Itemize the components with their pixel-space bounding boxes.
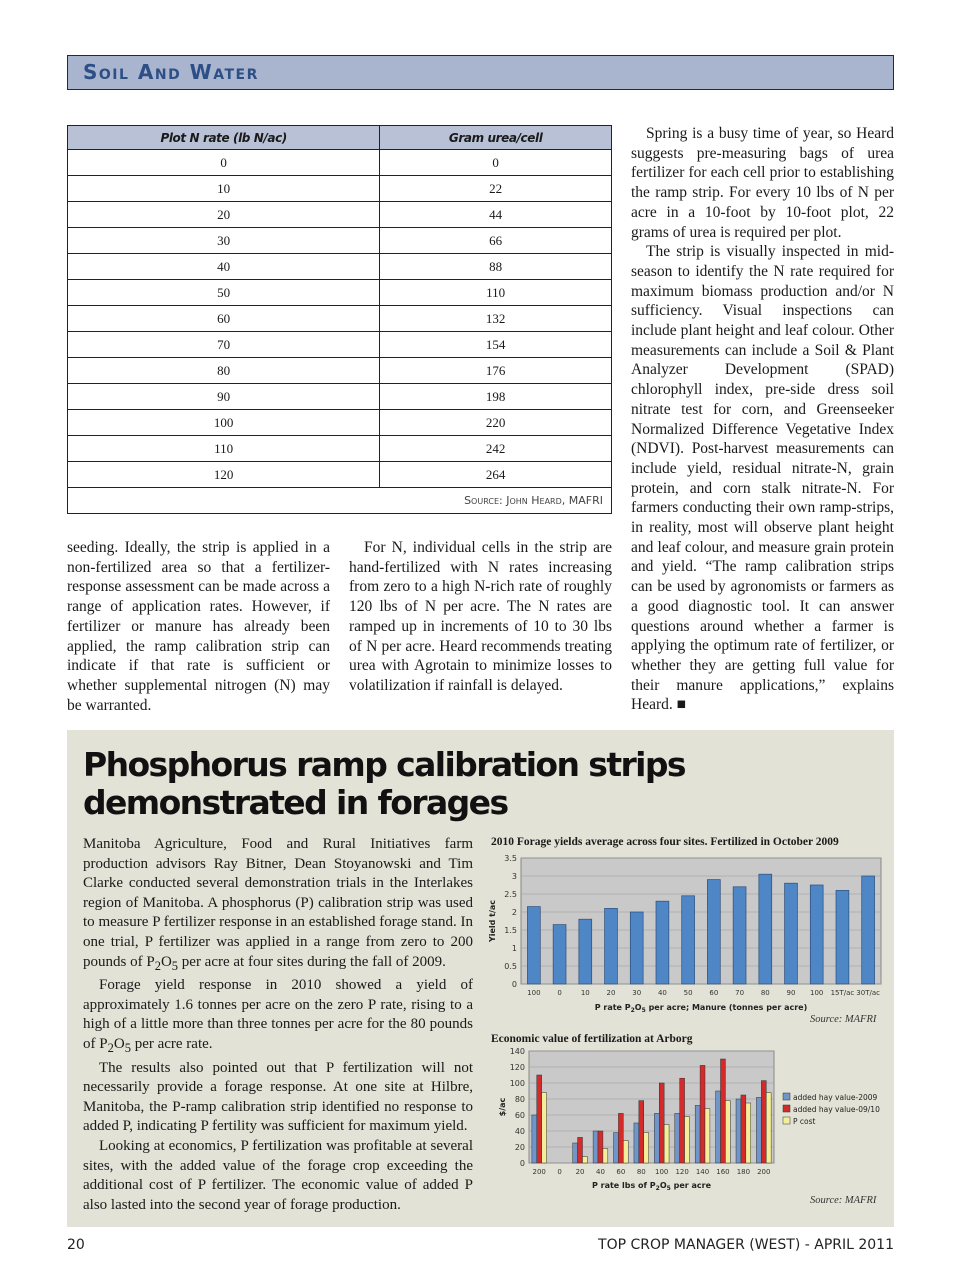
chart2-bar <box>766 1093 771 1163</box>
cell-gram-urea: 154 <box>380 332 612 358</box>
economic-value-chart <box>487 1045 887 1195</box>
article-column-2 <box>349 538 612 696</box>
chart2-x-tick-label: 0 <box>557 1168 562 1176</box>
chart2-title: Economic value of fertilization at Arborg <box>491 1033 693 1045</box>
chart2-bar <box>756 1097 761 1163</box>
chart2-bar <box>582 1157 587 1163</box>
table-row <box>68 410 612 436</box>
chart1-source: Source: MAFRI <box>810 1014 877 1025</box>
cell-gram-urea: 198 <box>380 384 612 410</box>
chart2-legend-label: added hay value-2009 <box>793 1093 878 1102</box>
chart1-bar <box>759 874 772 984</box>
chart2-y-tick-label: 20 <box>514 1143 525 1152</box>
chart2-bar <box>680 1078 685 1163</box>
chart2-bar <box>721 1059 726 1163</box>
chart1-plot-area <box>521 858 881 984</box>
cell-n-rate: 120 <box>68 462 380 488</box>
chart1-title: 2010 Forage yields average across four sites. Fertilized in October 2009 <box>491 836 839 848</box>
chart2-legend-label: P cost <box>793 1117 816 1126</box>
chart2-bar <box>542 1093 547 1163</box>
chart2-x-axis-label: P rate lbs of $P_2O_5$ per acre <box>591 1181 712 1192</box>
chart2-bar <box>603 1149 608 1163</box>
cell-n-rate: 30 <box>68 228 380 254</box>
table-row <box>68 306 612 332</box>
chart2-x-tick-label: 180 <box>736 1168 751 1176</box>
chart2-y-tick-label: 100 <box>509 1079 525 1088</box>
sidebar-paragraph: Forage yield response in 2010 showed a yield of approximately 1.6 tonnes per acre on the zero P rate, rising to a high of a little more than three tonnes per acre for the 80 pounds of $P_2O_5$ per acre rate. <box>83 977 473 1055</box>
header-gram-urea: Gram urea/cell <box>380 126 612 150</box>
chart2-legend-label: added hay value-09/10 <box>793 1105 880 1114</box>
chart1-y-tick-label: 0.5 <box>504 962 517 971</box>
chart2-x-tick-label: 120 <box>675 1168 689 1176</box>
chart1-y-tick-label: 2 <box>511 908 517 917</box>
chart2-bar <box>700 1065 705 1163</box>
table-source: Source: John Heard, MAFRI <box>68 488 612 514</box>
chart2-bar <box>537 1075 542 1163</box>
chart2-bar <box>761 1081 766 1163</box>
cell-gram-urea: 110 <box>380 280 612 306</box>
section-header <box>67 55 894 90</box>
chart1-y-tick-label: 0 <box>511 980 517 989</box>
chart2-bar <box>598 1131 603 1163</box>
chart2-x-tick-label: 200 <box>532 1168 546 1176</box>
chart2-bar <box>623 1141 628 1163</box>
cell-gram-urea: 22 <box>380 176 612 202</box>
chart1-y-tick-label: 3.5 <box>504 854 517 863</box>
chart2-bar <box>685 1117 690 1163</box>
chart1-bar <box>707 880 720 984</box>
chart2-bar <box>716 1091 721 1163</box>
chart2-bar <box>725 1101 730 1163</box>
article-column-3 <box>631 124 894 715</box>
chart2-source: Source: MAFRI <box>810 1195 877 1206</box>
cell-n-rate: 60 <box>68 306 380 332</box>
chart2-x-tick-label: 200 <box>757 1168 771 1176</box>
chart2-bar <box>654 1113 659 1163</box>
table-row <box>68 176 612 202</box>
chart1-bar <box>630 912 643 984</box>
chart1-y-tick-label: 3 <box>511 872 517 881</box>
cell-gram-urea: 242 <box>380 436 612 462</box>
table-header-row <box>68 126 612 150</box>
cell-n-rate: 50 <box>68 280 380 306</box>
chart2-y-tick-label: 80 <box>514 1095 525 1104</box>
chart2-bar <box>614 1133 619 1163</box>
chart2-x-tick-label: 140 <box>695 1168 710 1176</box>
yield-chart <box>487 852 887 1022</box>
chart2-bar <box>618 1113 623 1163</box>
chart1-bar <box>862 876 875 984</box>
chart2-y-tick-label: 140 <box>509 1047 525 1056</box>
chart2-legend-swatch <box>783 1093 790 1100</box>
chart1-bar <box>682 896 695 984</box>
page-number: 20 <box>67 1237 85 1253</box>
chart1-bar <box>579 919 592 984</box>
chart1-bar <box>605 908 618 984</box>
chart2-y-tick-label: 40 <box>514 1127 525 1136</box>
table-row <box>68 228 612 254</box>
table-row <box>68 384 612 410</box>
chart2-bar <box>705 1109 710 1163</box>
chart1-x-tick-label: 0 <box>557 989 562 997</box>
chart2-bar <box>736 1099 741 1163</box>
chart2-bar <box>532 1115 537 1163</box>
chart1-x-tick-label: 40 <box>657 989 667 997</box>
table-row <box>68 254 612 280</box>
table-source-row <box>68 488 612 514</box>
chart2-x-tick-label: 80 <box>636 1168 646 1176</box>
chart1-x-axis-label: P rate $P_2O_5$ per acre; Manure (tonnes per acre) <box>594 1003 808 1014</box>
chart2-bar <box>746 1103 751 1163</box>
chart1-bar <box>785 883 798 984</box>
table-row <box>68 436 612 462</box>
chart2-bar <box>659 1083 664 1163</box>
chart2-x-tick-label: 100 <box>655 1168 669 1176</box>
chart1-x-tick-label: 60 <box>709 989 719 997</box>
table-row <box>68 150 612 176</box>
article-paragraph: For N, individual cells in the strip are hand-fertilized with N rates increasing from zero to a high N-rich rate of roughly 120 lbs of N per acre. The N rates are ramped up in increments of 10 to 30 lbs of N per acre. Heard recommends treating urea with Agrotain to minimize losses to volatilization if rainfall is delayed. <box>349 539 612 694</box>
cell-gram-urea: 220 <box>380 410 612 436</box>
chart2-bar <box>741 1095 746 1163</box>
chart2-y-tick-label: 60 <box>514 1111 525 1120</box>
chart2-bar <box>664 1125 669 1163</box>
chart2-x-tick-label: 20 <box>575 1168 585 1176</box>
cell-n-rate: 0 <box>68 150 380 176</box>
chart2-bar <box>675 1113 680 1163</box>
chart1-bar <box>527 907 540 984</box>
sidebar-headline: Phosphorus ramp calibration strips demonstrated in forages <box>83 745 685 822</box>
chart2-bar <box>695 1105 700 1163</box>
table-row <box>68 358 612 384</box>
chart1-x-tick-label: 90 <box>786 989 796 997</box>
cell-gram-urea: 88 <box>380 254 612 280</box>
chart1-x-tick-label: 30T/ac <box>856 989 880 997</box>
n-rate-table <box>67 125 612 514</box>
article-paragraph: The strip is visually inspected in mid-season to identify the N rate required for maximum biomass production and/or N sufficiency. Visual inspections can include plant height and leaf colour. Other measurements can include a Soil & Plant Analyzer Development (SPAD) chlorophyll index, pre-side dress soil nitrate test for corn, and Greenseeker Normalized Difference Vegetative Index (NDVI). Post-harvest measurements can include yield, residual nitrate-N, grain protein, and corn stalk nitrate-N. For farmers conducting their own ramp-strips, in reality, most will observe plant height and leaf colour, and measure grain protein and yield. “The ramp calibration strips can be used by agronomists or farmers as a good diagnostic tool. It can answer questions around whether a farmer is applying the optimum rate of fertilizer, or whether they are getting full value for their manure applications,” explains Heard. ■ <box>631 243 894 714</box>
chart1-y-tick-label: 2.5 <box>504 890 517 899</box>
chart1-x-tick-label: 80 <box>760 989 770 997</box>
table-row <box>68 462 612 488</box>
chart1-y-axis-label: Yield t/ac <box>488 899 497 943</box>
chart2-x-tick-label: 160 <box>716 1168 730 1176</box>
chart1-x-tick-label: 15T/ac <box>830 989 855 997</box>
chart1-x-tick-label: 10 <box>580 989 590 997</box>
cell-gram-urea: 44 <box>380 202 612 228</box>
chart2-bar <box>593 1131 598 1163</box>
article-paragraph: Spring is a busy time of year, so Heard suggests pre-measuring bags of urea fertilizer for each cell prior to establishing the ramp strip. For every 10 lbs of N per acre in a 10-foot by 10-foot plot, 22 grams of urea is required per plot. <box>631 125 894 241</box>
chart2-bar <box>634 1123 639 1163</box>
chart1-bar <box>553 925 566 984</box>
article-column-1 <box>67 538 330 715</box>
chart2-legend-swatch <box>783 1105 790 1112</box>
chart1-x-tick-label: 30 <box>632 989 642 997</box>
chart2-bar <box>644 1133 649 1163</box>
chart1-y-tick-label: 1.5 <box>504 926 517 935</box>
phosphorus-sidebar <box>67 730 894 1227</box>
chart1-bar <box>656 901 669 984</box>
chart2-bar <box>639 1101 644 1163</box>
table-row <box>68 332 612 358</box>
chart2-x-tick-label: 40 <box>595 1168 605 1176</box>
cell-n-rate: 20 <box>68 202 380 228</box>
cell-gram-urea: 66 <box>380 228 612 254</box>
chart1-x-tick-label: 100 <box>527 989 541 997</box>
chart1-x-tick-label: 70 <box>735 989 745 997</box>
chart1-y-tick-label: 1 <box>511 944 517 953</box>
chart1-bar <box>810 885 823 984</box>
section-title: Soil And Water <box>83 60 259 84</box>
chart1-x-tick-label: 100 <box>810 989 824 997</box>
chart2-x-tick-label: 60 <box>616 1168 626 1176</box>
chart1-x-tick-label: 50 <box>683 989 693 997</box>
cell-gram-urea: 132 <box>380 306 612 332</box>
sidebar-paragraph: Manitoba Agriculture, Food and Rural Initiatives farm production advisors Ray Bitner, Dean Stoyanowski and Tim Clarke conducted several demonstration trials in the Interlakes region of Manitoba. A phosphorus (P) calibration strip was used to measure P fertilizer response in an established forage stand. In one trial, P fertilizer was applied in a range from zero to 200 pounds of $P_2O_5$ per acre at four sites during the fall of 2009. <box>83 836 473 973</box>
chart2-bar <box>573 1143 578 1163</box>
article-paragraph: seeding. Ideally, the strip is applied in a non-fertilized area so that a fertilizer-response assessment can be made across a range of application rates. However, if fertilizer or manure has already been applied, the ramp calibration strip can indicate if that rate is sufficient or whether supplemental nitrogen (N) may be warranted. <box>67 539 330 714</box>
chart1-x-tick-label: 20 <box>606 989 616 997</box>
sidebar-paragraph: The results also pointed out that P fertilization will not necessarily provide a forage response. At one site at Hilbre, Manitoba, the P-ramp calibration strip identified no response to added P, indicating P fertility was sufficient for maximum yield. <box>83 1059 473 1135</box>
cell-n-rate: 110 <box>68 436 380 462</box>
cell-n-rate: 90 <box>68 384 380 410</box>
sidebar-body <box>83 835 473 1215</box>
publication-footer: TOP CROP MANAGER (WEST) - APRIL 2011 <box>598 1237 894 1253</box>
chart1-bar <box>836 890 849 984</box>
table-row <box>68 202 612 228</box>
cell-gram-urea: 0 <box>380 150 612 176</box>
cell-n-rate: 70 <box>68 332 380 358</box>
table-row <box>68 280 612 306</box>
sidebar-paragraph: Looking at economics, P fertilization was profitable at several sites, with the added value of the forage crop exceeding the additional cost of P fertilizer. The economic value of added P also lasted into the second year of forage production. <box>83 1137 473 1213</box>
chart2-legend-swatch <box>783 1117 790 1124</box>
cell-n-rate: 40 <box>68 254 380 280</box>
chart2-y-tick-label: 0 <box>519 1159 525 1168</box>
cell-gram-urea: 264 <box>380 462 612 488</box>
header-plot-n-rate: Plot N rate (lb N/ac) <box>68 126 380 150</box>
cell-gram-urea: 176 <box>380 358 612 384</box>
chart2-bar <box>578 1137 583 1163</box>
cell-n-rate: 10 <box>68 176 380 202</box>
chart1-bar <box>733 887 746 984</box>
chart2-y-axis-label: $/ac <box>498 1097 507 1117</box>
cell-n-rate: 100 <box>68 410 380 436</box>
chart2-y-tick-label: 120 <box>509 1063 525 1072</box>
cell-n-rate: 80 <box>68 358 380 384</box>
